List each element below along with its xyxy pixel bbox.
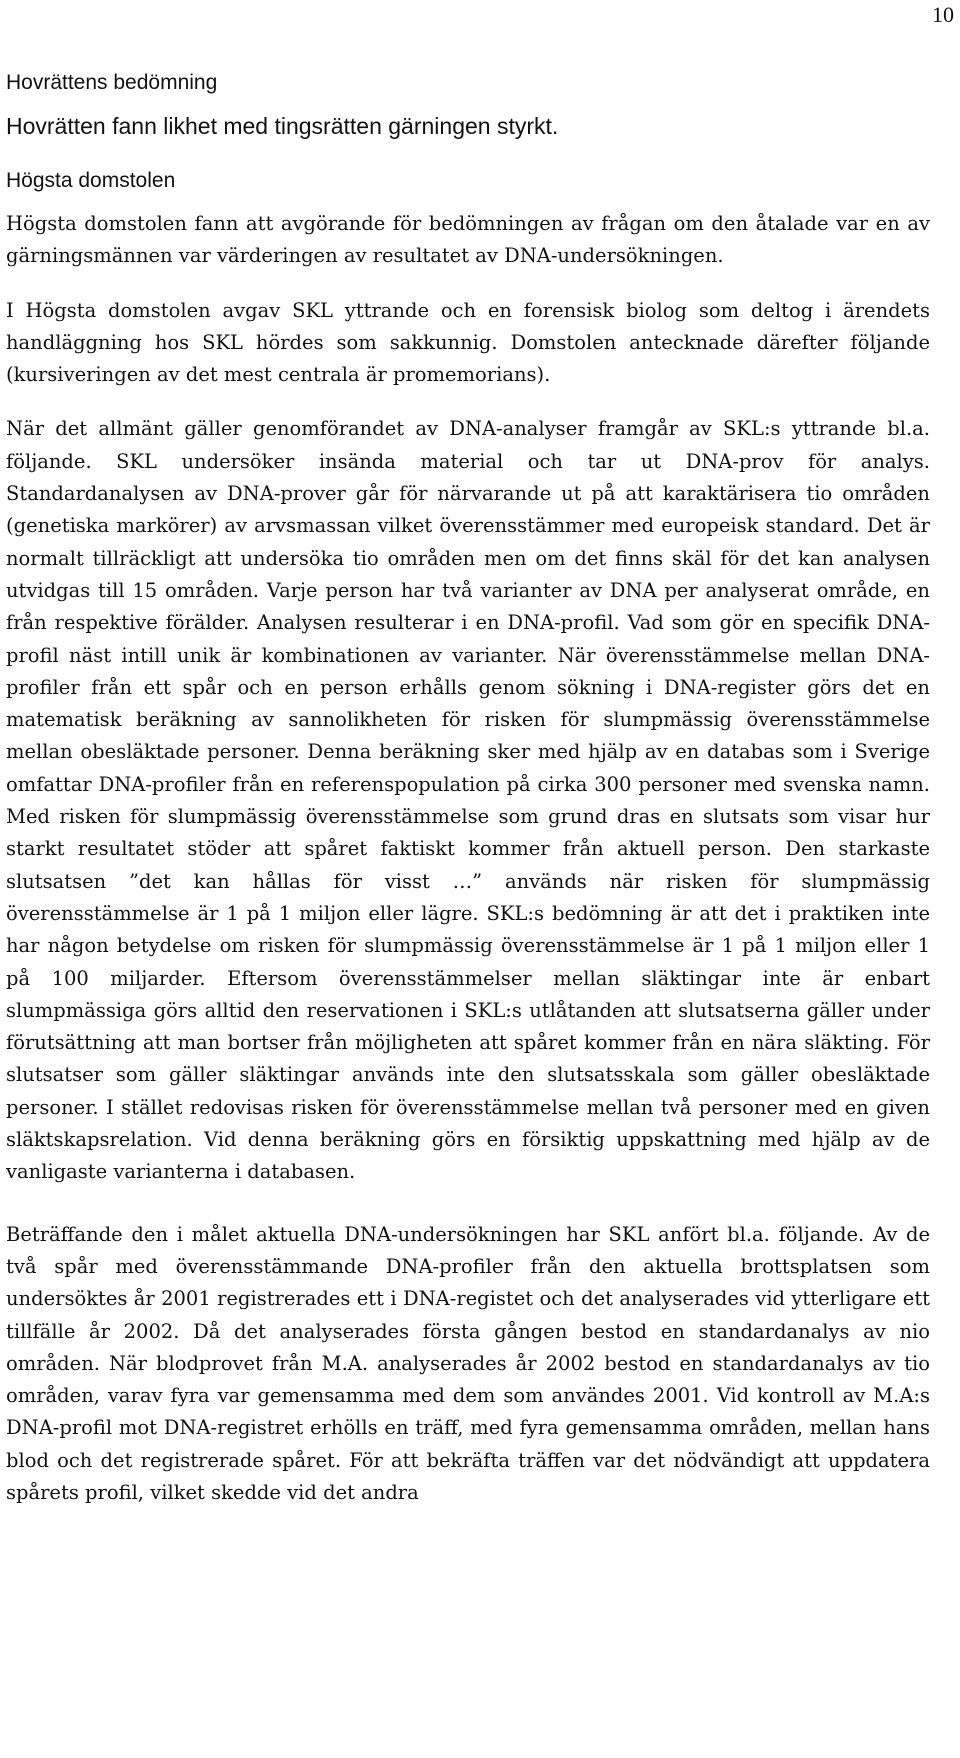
paragraph-hogsta-3: När det allmänt gäller genomförandet av DNA-analyser framgår av SKL:s yttrande bl.a. följande. SKL undersöker insända material och tar ut DNA-prov för analys. Standardanalysen av DNA-prover går för närvarande ut på att karaktärisera tio områden (genetiska markörer) av arvsmassan vilket överensstämmer med europeisk standard. Det är normalt tillräckligt att undersöka tio områden men om det finns skäl för det kan analysen utvidgas till 15 områden. Varje person har två varianter av DNA per analyserat område, en från respektive förälder. Analysen resulterar i en DNA-profil. Vad som gör en specifik DNA-profil näst intill unik är kombinationen av varianter. När överensstämmelse mellan DNA-profiler från ett spår och en person erhålls genom sökning i DNA-register görs det en matematisk beräkning av sannolikheten för risken för slumpmässig överensstämmelse mellan obesläktade personer. Denna beräkning sker med hjälp av en databas som i Sverige omfattar DNA-profiler från en referenspopulation på cirka 300 personer med svenska namn. Med risken för slumpmässig överensstämmelse som grund dras en slutsats som visar hur starkt resultatet stöder att spåret faktiskt kommer från aktuell person. Den starkaste slutsatsen ”det kan hållas för visst …” används när risken för slumpmässig överensstämmelse är 1 på 1 miljon eller lägre. SKL:s bedömning är att det i praktiken inte har någon betydelse om risken för slumpmässig överensstämmelse är 1 på 1 miljon eller 1 på 100 miljarder. Eftersom överensstämmelser mellan släktingar inte är enbart slumpmässiga görs alltid den reservationen i SKL:s utlåtanden att slutsatserna gäller under förutsättning att man bortser från möjligheten att spåret kommer från en nära släkting. För slutsatser som gäller släktingar används inte den slutsatsskala som gäller obesläktade personer. I stället redovisas risken för överensstämmelse mellan två personer med en given släktskapsrelation. Vid denna beräkning görs en försiktig uppskattning med hjälp av de vanligaste varianterna i databasen.: [6, 417, 930, 1184]
section-heading-hogsta-domstolen: Högsta domstolen: [6, 169, 176, 192]
document-body: [6, 68, 930, 1509]
paragraph-gap: [6, 273, 930, 295]
page-number: 10: [932, 2, 954, 27]
paragraph-hogsta-4: Beträffande den i målet aktuella DNA-undersökningen har SKL anfört bl.a. följande. Av de två spår med överensstämmande DNA-profiler från den aktuella brottsplatsen som undersöktes år 2001 registrerades ett i DNA-registet och det analyserades vid ytterligare ett tillfälle år 2002. Då det analyserades första gången bestod en standardanalys av nio områden. När blodprovet från M.A. analyserades år 2002 bestod en standardanalys av tio områden, varav fyra var gemensamma med dem som användes 2001. Vid kontroll av M.A:s DNA-profil mot DNA-registret erhölls en träff, med fyra gemensamma områden, mellan hans blod och det registrerade spåret. För att bekräfta träffen var det nödvändigt att uppdatera spårets profil, vilket skedde vid det andra: [6, 1222, 930, 1504]
paragraph-gap: [6, 391, 930, 413]
paragraph-hogsta-1: Högsta domstolen fann att avgörande för bedömningen av frågan om den åtalade var en av gärningsmännen var värderingen av resultatet av DNA-undersökningen.: [6, 212, 930, 268]
paragraph-hovratten-text: Hovrätten fann likhet med tingsrätten gärningen styrkt.: [6, 113, 559, 139]
paragraph-hogsta-2: I Högsta domstolen avgav SKL yttrande och en forensisk biolog som deltog i ärendets handläggning hos SKL hördes som sakkunnig. Domstolen antecknade därefter följande (kursiveringen av det mest centrala är promemorians).: [6, 298, 930, 387]
section-heading-hovratten: Hovrättens bedömning: [6, 71, 218, 94]
paragraph-gap: [6, 1189, 930, 1219]
